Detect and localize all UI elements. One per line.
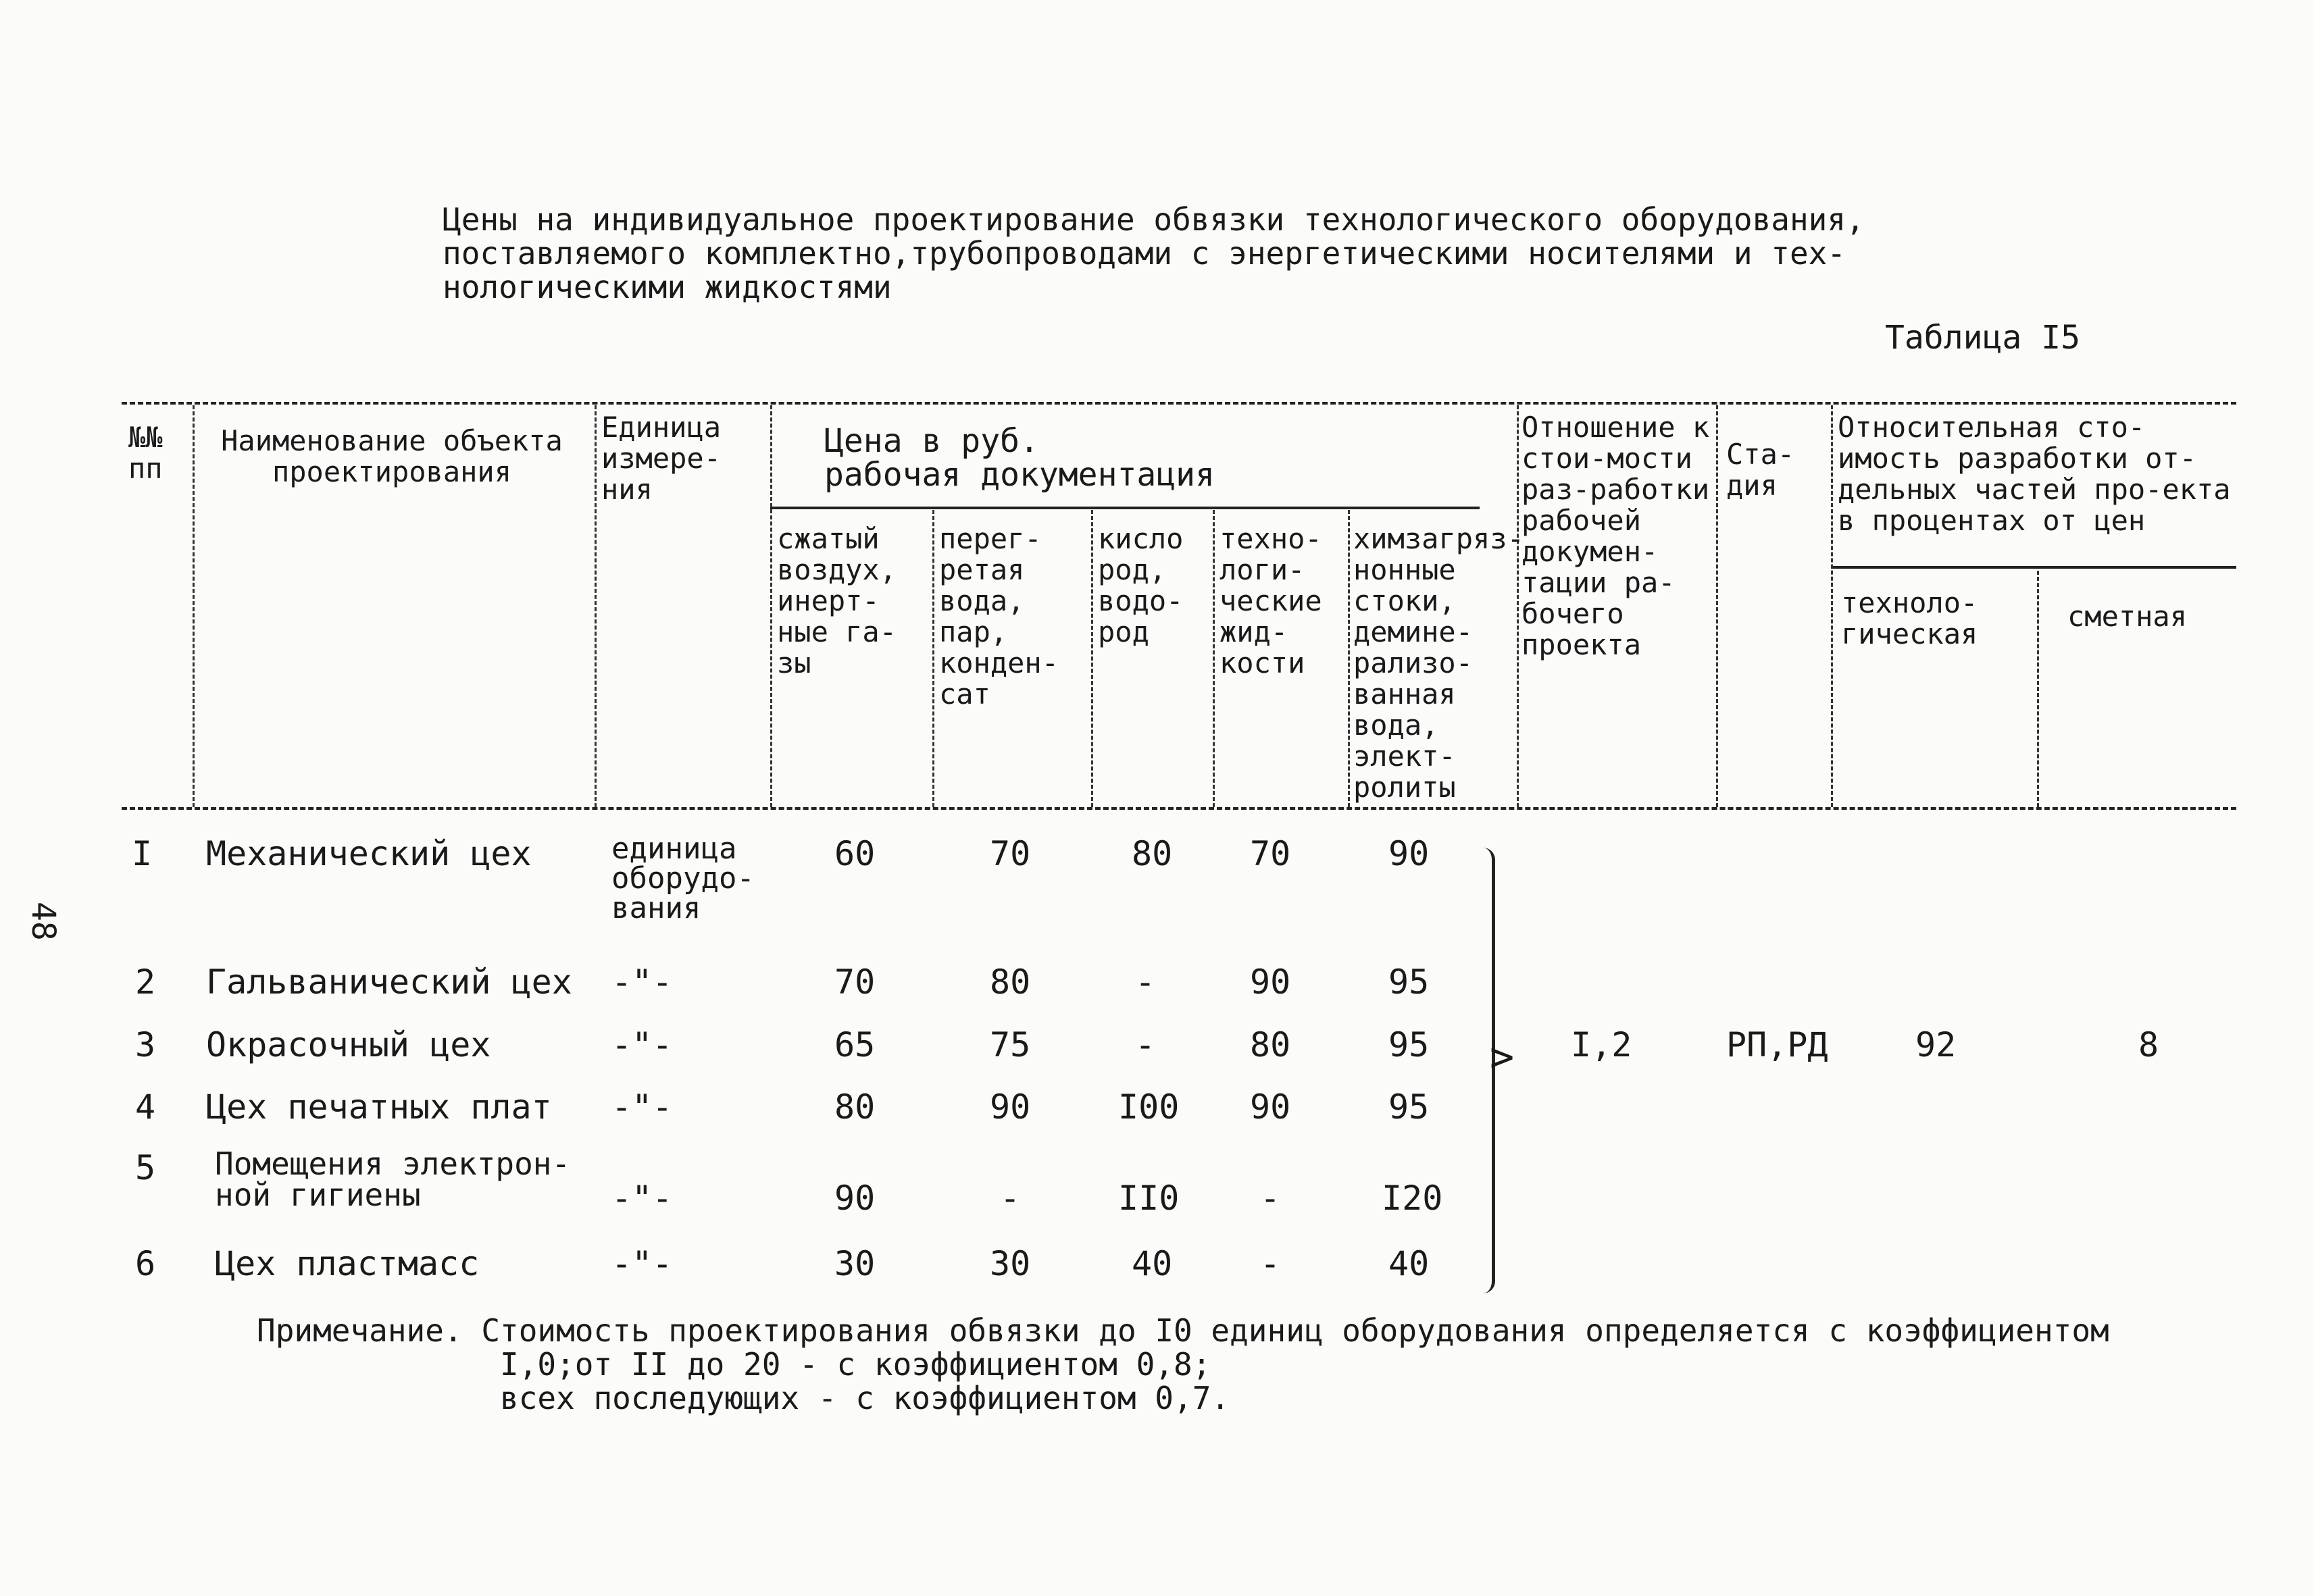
row-2-name: Гальванический цех [206,962,572,1002]
row-2-v3: - [1135,962,1156,1002]
header-sub-air: сжатый воздух, инерт-ные га-зы [777,522,897,679]
row-4-name: Цех печатных плат [206,1087,552,1127]
row-1-unit: единица оборудо-вания [611,831,755,925]
title-line-3: нологическими жидкостями [443,269,892,305]
header-bottom-border [122,807,2236,810]
row-4-unit: -"- [611,1087,673,1127]
row-6-v5: 40 [1388,1244,1430,1283]
row-5-unit: -"- [611,1179,673,1218]
row-5-num: 5 [135,1148,156,1187]
table-top-border [122,402,2236,405]
row-1-name: Механический цех [206,834,532,873]
row-1-num: I [132,834,153,873]
row-3-unit: -"- [611,1025,673,1064]
row-3-v1: 65 [834,1025,876,1064]
row-5-name: Помещения электрон-ной гигиены [215,1145,571,1213]
row-2-num: 2 [135,962,156,1002]
row-1-v4: 70 [1250,834,1291,873]
footnote-line-1: Примечание. Стоимость проектирования обвязки до I0 единиц оборудования определяется с коэффициентом [257,1312,2109,1349]
col-divider-5 [1091,510,1093,807]
footnote-line-3: всех последующих - с коэффициентом 0,7. [500,1380,1230,1416]
relative-subheader-line [1831,566,2236,569]
header-tech: техноло-гическая [1841,586,1978,650]
header-smeta: сметная [2067,600,2188,633]
row-4-v1: 80 [834,1087,876,1127]
row-3-name: Окрасочный цех [206,1025,491,1064]
header-price-line1: Цена в руб. [824,422,1039,460]
col-divider-11 [2037,571,2039,807]
row-3-num: 3 [135,1025,156,1064]
col-divider-10 [1831,405,1833,807]
row-6-unit: -"- [611,1244,673,1283]
col-divider-9 [1716,405,1718,807]
row-3-v3: - [1135,1025,1156,1064]
row-3-v5: 95 [1388,1025,1430,1064]
title-line-2: поставляемого комплектно,трубопроводами с энергетическими носителями и тех- [443,235,1846,272]
col-divider-7 [1348,510,1350,807]
row-1-v5: 90 [1388,834,1430,873]
document-title [443,203,1865,304]
header-name: Наименование объекта проектирования [221,424,563,488]
footnote [257,1314,2109,1415]
row-6-v3: 40 [1132,1244,1173,1283]
row-1-v3: 80 [1132,834,1173,873]
col-divider-6 [1213,510,1215,807]
header-stage: Ста-дия [1726,438,1795,502]
shared-tech: 92 [1915,1025,1957,1064]
col-divider-3 [770,405,772,807]
col-divider-1 [193,405,195,807]
row-5-v4: - [1260,1179,1281,1218]
header-sub-tech-liquids: техно-логи-ческие жид-кости [1219,522,1322,679]
row-2-v2: 80 [990,962,1031,1002]
page-number: 48 [24,902,62,941]
header-sub-oxygen: кисло род, водо-род [1098,522,1184,648]
header-num: №№ пп [128,421,163,485]
row-6-num: 6 [135,1244,156,1283]
row-5-v5: I20 [1382,1179,1443,1218]
row-6-v1: 30 [834,1244,876,1283]
row-6-v2: 30 [990,1244,1031,1283]
col-divider-8 [1517,405,1519,807]
price-subheader-line [770,507,1480,509]
row-2-v4: 90 [1250,962,1291,1002]
footnote-line-2: I,0;от II до 20 - с коэффициентом 0,8; [500,1346,1211,1383]
row-6-name: Цех пластмасс [215,1244,480,1283]
row-5-v2: - [1000,1179,1021,1218]
row-4-v3: I00 [1118,1087,1180,1127]
row-1-v1: 60 [834,834,876,873]
header-sub-chem: химзагряз-нонные стоки, демине-рализо-ванная вода, элект-ролиты [1353,522,1524,804]
header-relative: Относительная сто-имость разработки от-дельных частей про-екта в процентах от цен [1838,411,2231,537]
row-2-v5: 95 [1388,962,1430,1002]
row-4-v4: 90 [1250,1087,1291,1127]
row-2-unit: -"- [611,962,673,1002]
row-5-v1: 90 [834,1179,876,1218]
col-divider-2 [595,405,597,807]
row-3-v2: 75 [990,1025,1031,1064]
table-label: Таблица I5 [1885,319,2080,357]
row-4-num: 4 [135,1087,156,1127]
col-divider-4 [932,510,934,807]
shared-ratio: I,2 [1571,1025,1632,1064]
header-unit: Единица измере-ния [601,411,722,506]
header-price-line2: рабочая документация [824,456,1215,494]
header-ratio: Отношение к стои-мости раз-работки рабочей докумен-тации ра-бочего проекта [1521,411,1710,661]
shared-stage: РП,РД [1726,1025,1828,1064]
grouping-brace-tip: > [1490,1033,1515,1081]
row-2-v1: 70 [834,962,876,1002]
header-sub-steam: перег-ретая вода, пар, конден-сат [939,522,1059,711]
row-5-v3: II0 [1118,1179,1180,1218]
shared-smeta: 8 [2138,1025,2159,1064]
row-3-v4: 80 [1250,1025,1291,1064]
title-line-1: Цены на индивидуальное проектирование обвязки технологического оборудования, [443,201,1865,238]
row-4-v2: 90 [990,1087,1031,1127]
row-4-v5: 95 [1388,1087,1430,1127]
row-6-v4: - [1260,1244,1281,1283]
row-1-v2: 70 [990,834,1031,873]
